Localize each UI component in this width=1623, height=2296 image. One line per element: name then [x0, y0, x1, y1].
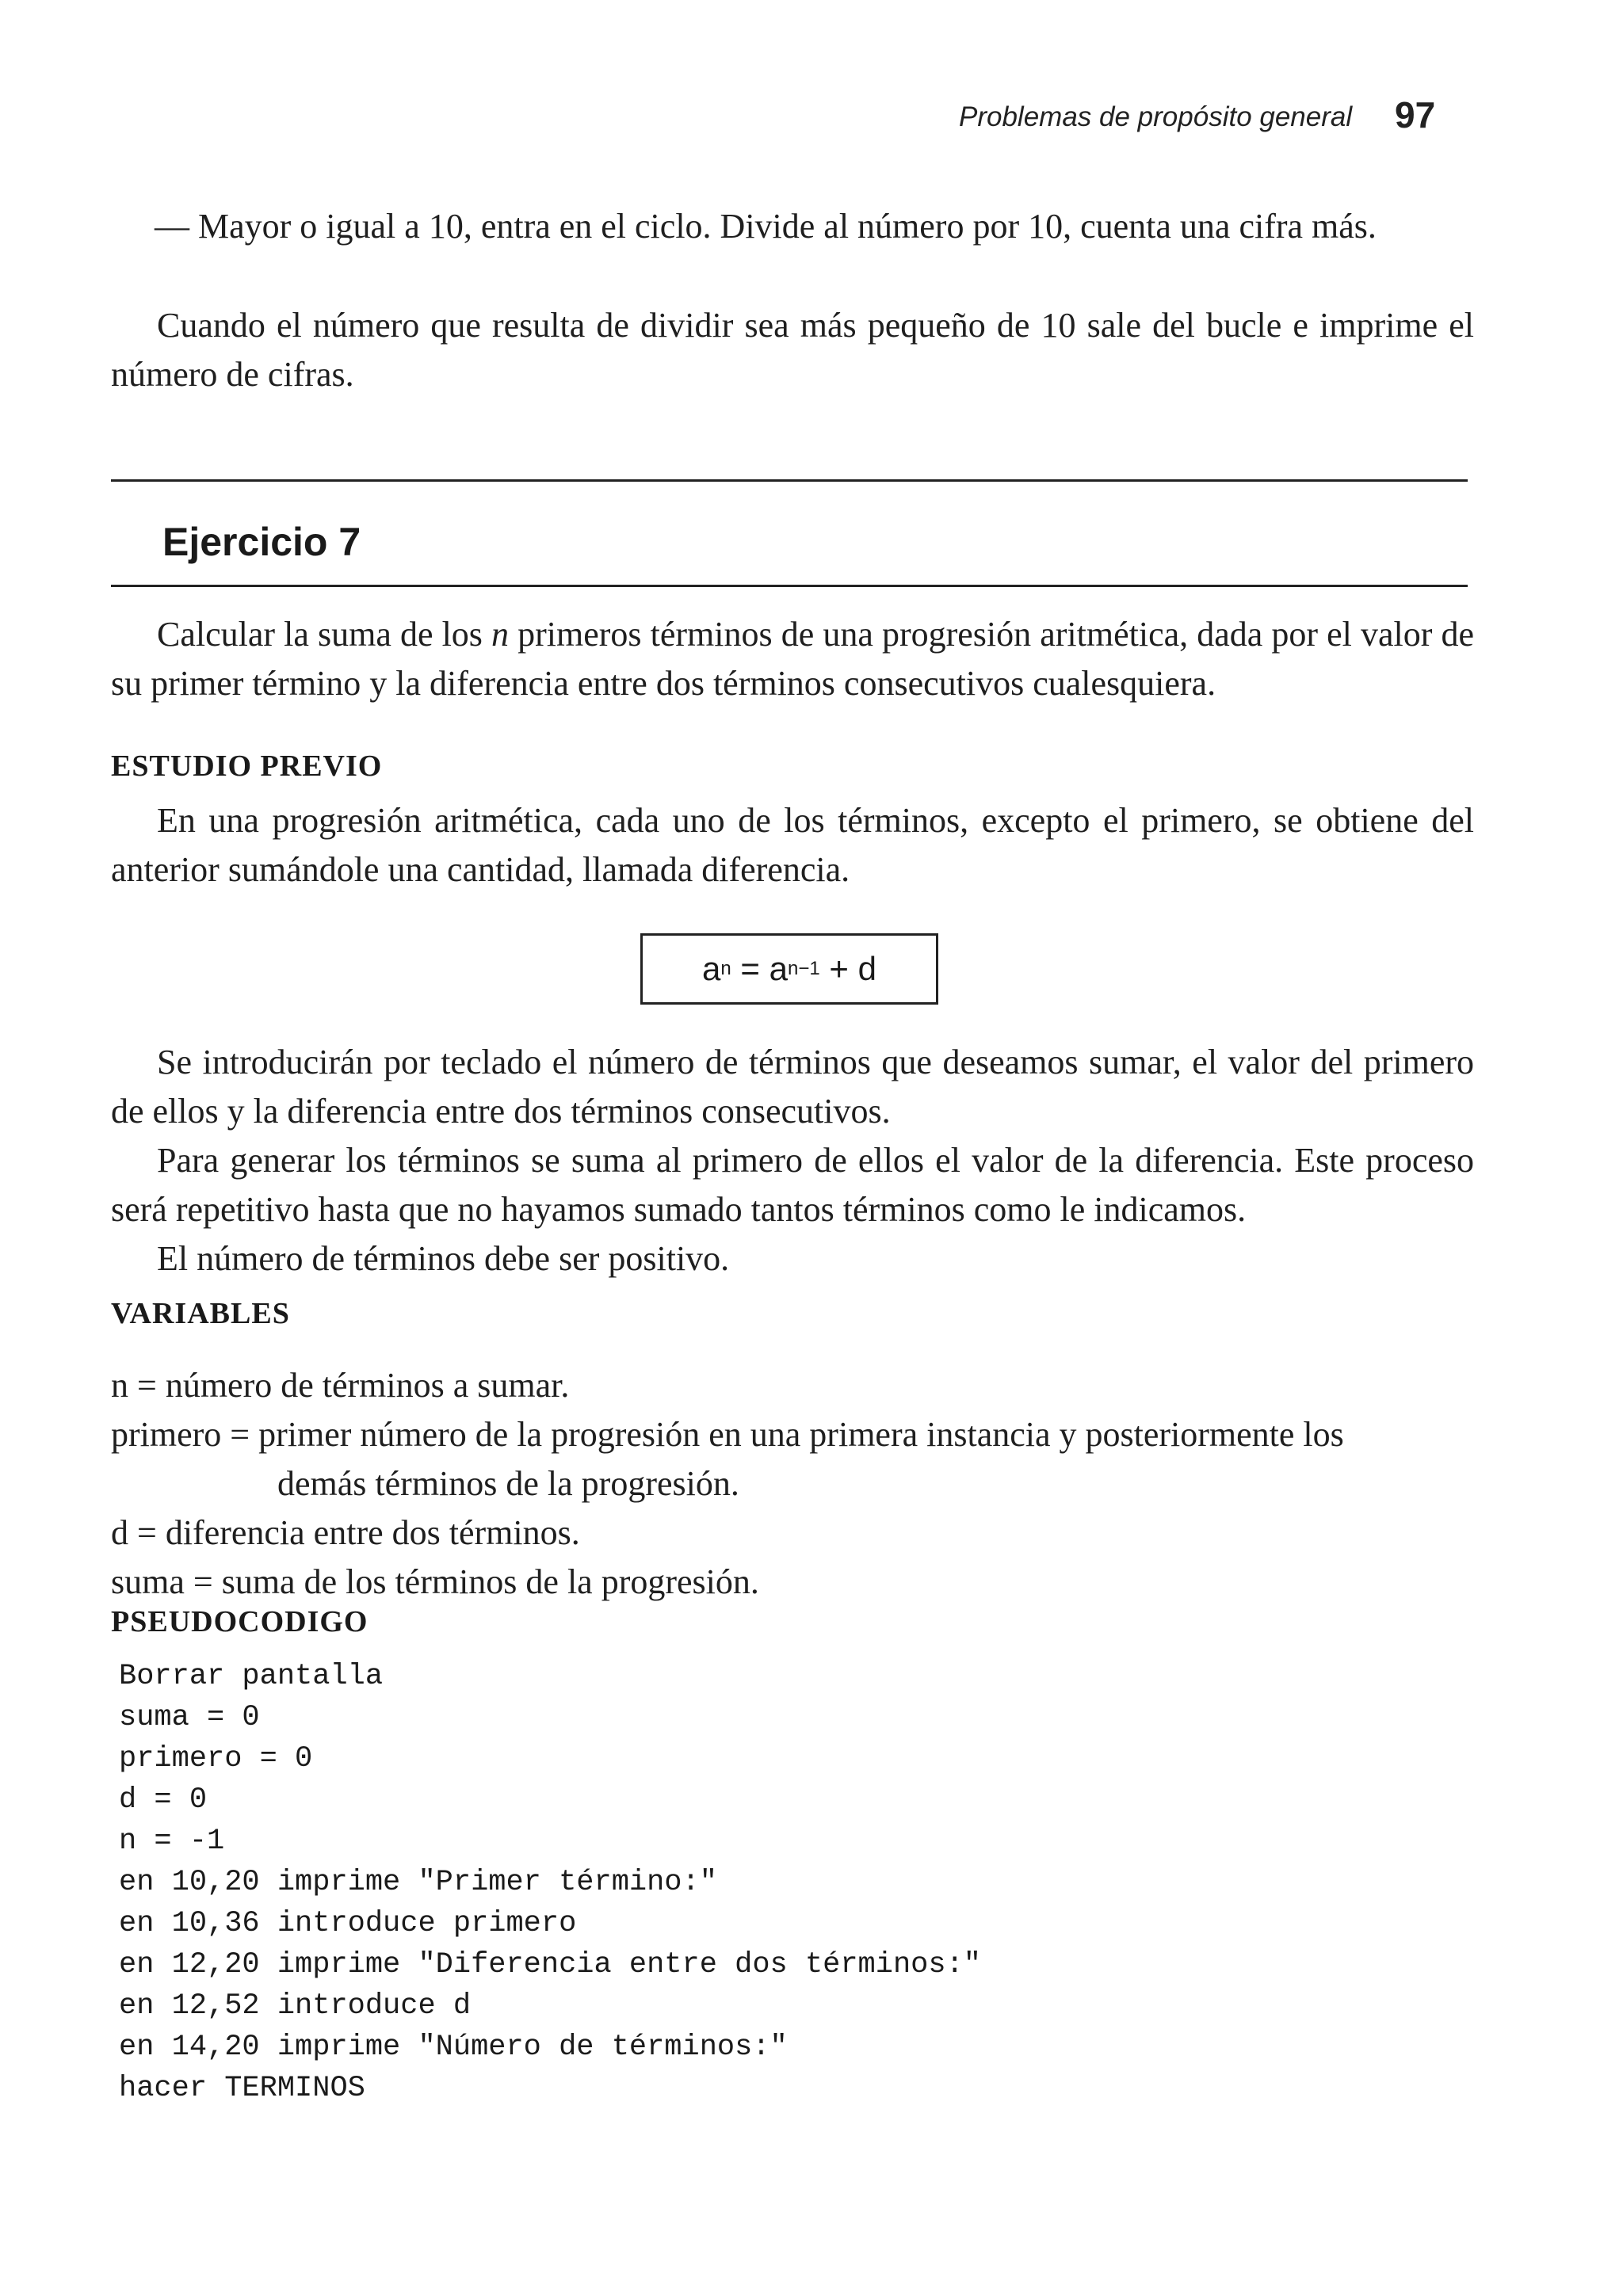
statement-text-start: Calcular la suma de los — [157, 615, 492, 654]
exercise-top-rule — [111, 479, 1468, 482]
section-heading-variables: VARIABLES — [111, 1297, 290, 1330]
variable-primero-continued: demás términos de la progresión. — [277, 1464, 739, 1503]
section-heading-pseudocodigo: PSEUDOCODIGO — [111, 1605, 369, 1638]
estudio-previo-body — [111, 1038, 1474, 1283]
statement-variable-n: n — [491, 615, 510, 654]
formula-lhs-subscript: n — [720, 958, 731, 979]
exercise-title: Ejercicio 7 — [162, 520, 361, 564]
paragraph-generation-description: Para generar los términos se suma al primero de ellos el valor de la diferencia. Este proceso será repetitivo hasta que no hayamos sumado tantos términos como le indicamos. — [111, 1141, 1474, 1229]
variables-list — [111, 1361, 1474, 1607]
intro-paragraph: Cuando el número que resulta de dividir sea más pequeño de 10 sale del bucle e imprime el número de cifras. — [111, 306, 1474, 394]
code-line: Borrar pantalla — [119, 1660, 384, 1693]
code-line: d = 0 — [119, 1783, 208, 1817]
variable-primero: primero = primer número de la progresión en una primera instancia y posteriormente los — [111, 1415, 1344, 1454]
variable-suma: suma = suma de los términos de la progresión. — [111, 1562, 759, 1601]
exercise-statement — [111, 610, 1474, 708]
variable-d: d = diferencia entre dos términos. — [111, 1513, 580, 1552]
formula-equals: = — [731, 950, 769, 987]
code-line: en 12,20 imprime "Diferencia entre dos términos:" — [119, 1948, 981, 1981]
code-line: hacer TERMINOS — [119, 2072, 365, 2105]
code-line: n = -1 — [119, 1825, 225, 1858]
section-heading-estudio-previo: ESTUDIO PREVIO — [111, 749, 383, 783]
formula-tail: + d — [819, 950, 876, 987]
code-line: en 14,20 imprime "Número de términos:" — [119, 2031, 788, 2064]
formula-rhs: a — [769, 950, 788, 987]
estudio-previo-paragraph: En una progresión aritmética, cada uno de los términos, excepto el primero, se obtiene del anterior sumándole una cantidad, llamada diferencia. — [111, 801, 1474, 889]
exercise-bottom-rule — [111, 585, 1468, 587]
running-head: Problemas de propósito general — [959, 101, 1353, 132]
dash-list-item: — Mayor o igual a 10, entra en el ciclo. Divide al número por 10, cuenta una cifra más. — [155, 207, 1377, 246]
code-line: suma = 0 — [119, 1701, 260, 1734]
formula-box — [640, 933, 938, 1005]
page-number: 97 — [1395, 94, 1436, 135]
code-line: en 10,36 introduce primero — [119, 1907, 577, 1940]
formula-lhs: a — [702, 950, 721, 987]
formula-rhs-subscript: n−1 — [788, 958, 820, 979]
paragraph-input-description: Se introducirán por teclado el número de términos que deseamos sumar, el valor del primero de ellos y la diferencia entre dos términos consecutivos. — [111, 1043, 1474, 1131]
code-line: en 10,20 imprime "Primer término:" — [119, 1866, 717, 1899]
statement-text-end: primeros términos de una progresión aritmética, dada por el valor de su primer término y la diferencia entre dos términos consecutivos cualesquiera. — [111, 615, 1475, 703]
pseudocode-block — [119, 1656, 981, 2109]
paragraph-positive-constraint: El número de términos debe ser positivo. — [157, 1239, 730, 1278]
code-line: primero = 0 — [119, 1742, 313, 1775]
variable-n: n = número de términos a sumar. — [111, 1366, 570, 1405]
code-line: en 12,52 introduce d — [119, 1989, 472, 2023]
